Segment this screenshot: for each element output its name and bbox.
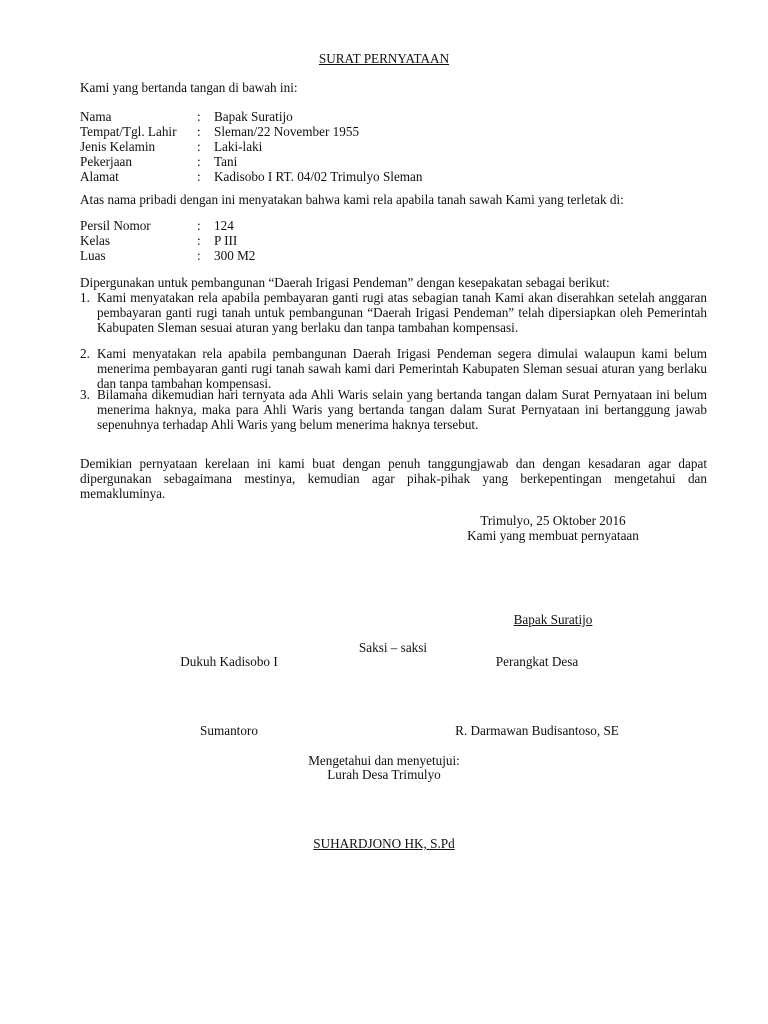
field-value: 300 M2: [214, 248, 256, 263]
maker-label: Kami yang membuat pernyataan: [467, 528, 639, 543]
approval-line-1: Mengetahui dan menyetujui:: [308, 753, 460, 768]
field-value: Kadisobo I RT. 04/02 Trimulyo Sleman: [214, 169, 423, 184]
list-item: [80, 290, 707, 335]
approval-signatory-name: SUHARDJONO HK, S.Pd: [313, 836, 455, 851]
field-value: Tani: [214, 154, 238, 169]
field-value: P III: [214, 233, 238, 248]
list-item-text: Kami menyatakan rela apabila pembangunan Daerah Irigasi Pendeman segera dimulai walaupun kami belum menerima pembayaran ganti rugi tanah sawah kami dari Pemerintah Kabupaten Sleman sesuai aturan yang berlaku dan tanpa tambahan kompensasi.: [97, 346, 707, 391]
maker-signatory-name: Bapak Suratijo: [513, 612, 593, 627]
identity-row-occupation: [80, 154, 580, 169]
field-colon: :: [197, 169, 201, 184]
field-label: Luas: [80, 248, 106, 263]
statement-text: Atas nama pribadi dengan ini menyatakan bahwa kami rela apabila tanah sawah Kami yang terletak di:: [80, 192, 624, 207]
field-value: Sleman/22 November 1955: [214, 124, 360, 139]
land-row-class: [80, 233, 580, 248]
field-value: Bapak Suratijo: [214, 109, 293, 124]
witness-left-title: Dukuh Kadisobo I: [180, 654, 278, 669]
identity-row-name: [80, 109, 580, 124]
field-colon: :: [197, 139, 201, 154]
field-label: Pekerjaan: [80, 154, 132, 169]
document-title: SURAT PERNYATAAN: [318, 51, 450, 66]
list-item-number: 3.: [80, 387, 90, 402]
witness-right-name: R. Darmawan Budisantoso, SE: [455, 723, 619, 738]
field-colon: :: [197, 124, 201, 139]
field-colon: :: [197, 154, 201, 169]
closing-paragraph: Demikian pernyataan kerelaan ini kami buat dengan penuh tanggungjawab dan dengan kesadaran agar dapat dipergunakan sebagaimana mestinya, kemudian agar pihak-pihak yang berkepentingan mengetahui dan memakluminya.: [80, 456, 707, 501]
list-item-number: 2.: [80, 346, 90, 361]
identity-row-gender: [80, 139, 580, 154]
field-colon: :: [197, 218, 201, 233]
list-item: [80, 346, 707, 391]
field-colon: :: [197, 248, 201, 263]
field-label: Kelas: [80, 233, 111, 248]
land-row-persil: [80, 218, 580, 233]
witness-right-title: Perangkat Desa: [495, 654, 579, 669]
list-item-text: Bilamana dikemudian hari ternyata ada Ahli Waris selain yang bertanda tangan dalam Surat Pernyataan ini belum menerima haknya, maka para Ahli Waris yang bertanda tangan dalam Surat Pernyataan ini bertanggung jawab sepenuhnya terhadap Ahli Waris yang belum menerima haknya tersebut.: [97, 387, 707, 432]
field-colon: :: [197, 109, 201, 124]
land-row-area: [80, 248, 580, 263]
approval-line-2: Lurah Desa Trimulyo: [327, 767, 441, 782]
field-label: Jenis Kelamin: [80, 139, 156, 154]
field-value: Laki-laki: [214, 139, 263, 154]
field-label: Nama: [80, 109, 112, 124]
field-label: Persil Nomor: [80, 218, 151, 233]
identity-row-address: [80, 169, 580, 184]
purpose-text: Dipergunakan untuk pembangunan “Daerah Irigasi Pendeman” dengan kesepakatan sebagai berikut:: [80, 275, 610, 290]
field-label: Alamat: [80, 169, 119, 184]
place-date: Trimulyo, 25 Oktober 2016: [480, 513, 626, 528]
list-item-number: 1.: [80, 290, 90, 305]
intro-text: Kami yang bertanda tangan di bawah ini:: [80, 80, 298, 95]
field-label: Tempat/Tgl. Lahir: [80, 124, 177, 139]
field-value: 124: [214, 218, 234, 233]
witness-left-name: Sumantoro: [200, 723, 258, 738]
list-item: [80, 387, 707, 432]
witness-heading: Saksi – saksi: [358, 640, 428, 655]
field-colon: :: [197, 233, 201, 248]
identity-row-birth: [80, 124, 580, 139]
list-item-text: Kami menyatakan rela apabila pembayaran ganti rugi atas sebagian tanah Kami akan diserahkan setelah anggaran pembayaran ganti rugi tanah untuk pembangunan “Daerah Irigasi Pendeman” telah dipersiapkan oleh Pemerintah Kabupaten Sleman sesuai aturan yang berlaku dan tanpa tambahan kompensasi.: [97, 290, 707, 335]
